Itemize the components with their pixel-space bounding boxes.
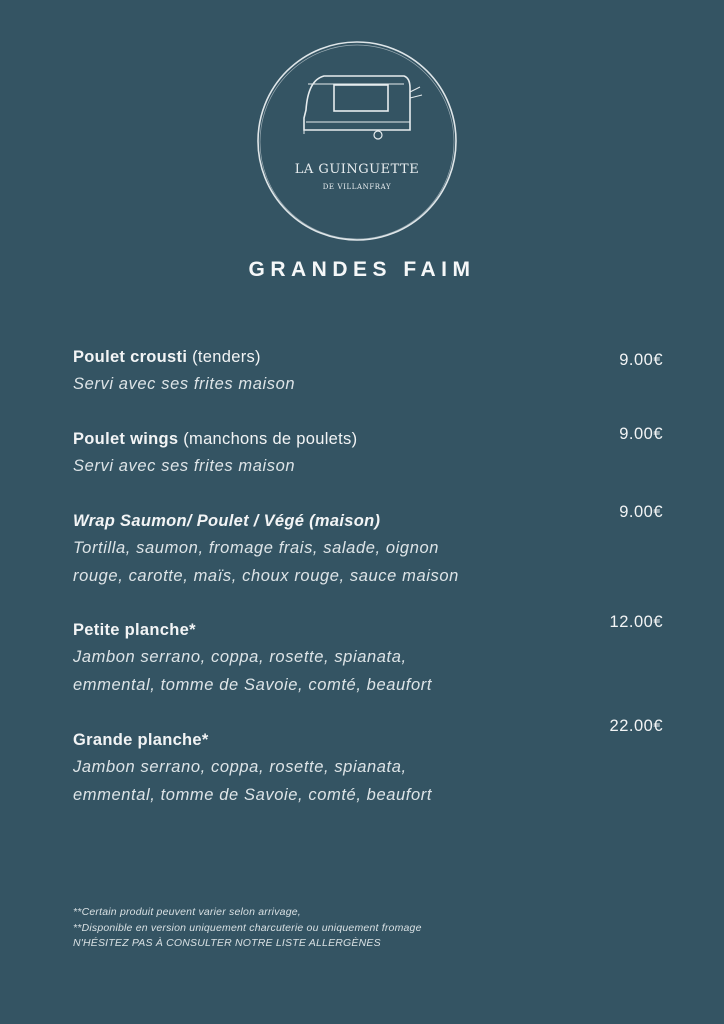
item-price: 9.00€ <box>619 503 663 521</box>
menu-item <box>73 426 673 480</box>
item-price: 22.00€ <box>609 717 663 735</box>
item-price: 9.00€ <box>619 351 663 369</box>
item-name: Grande planche* <box>73 731 209 749</box>
item-name: Wrap Saumon/ Poulet / Végé (maison) <box>73 512 381 530</box>
item-description: Servi avec ses frites maison <box>73 375 296 393</box>
item-description: Jambon serrano, coppa, rosette, spianata, <box>73 648 407 666</box>
logo <box>254 38 460 244</box>
item-note: (tenders) <box>187 348 261 366</box>
footer-line: **Certain produit peuvent varier selon arrivage, <box>73 906 301 918</box>
item-name: Poulet crousti (tenders) <box>73 348 261 366</box>
item-description: Servi avec ses frites maison <box>73 457 296 475</box>
item-description: rouge, carotte, maïs, choux rouge, sauce maison <box>73 567 459 585</box>
item-description: Tortilla, saumon, fromage frais, salade, oignon <box>73 539 440 557</box>
caravan-icon <box>254 38 460 244</box>
item-description: Jambon serrano, coppa, rosette, spianata, <box>73 758 407 776</box>
logo-title: LA GUINGUETTE <box>294 162 420 177</box>
logo-subtitle: DE VILLANFRAY <box>322 183 392 191</box>
item-name: Petite planche* <box>73 621 196 639</box>
section-title: GRANDES FAIM <box>248 258 476 281</box>
menu-item <box>73 617 673 699</box>
item-price: 9.00€ <box>619 425 663 443</box>
item-price: 12.00€ <box>609 613 663 631</box>
menu-item <box>73 727 673 809</box>
menu-item <box>73 508 673 590</box>
footer-line: N'HÉSITEZ PAS À CONSULTER NOTRE LISTE ALLERGÈNES <box>73 937 381 949</box>
item-description: emmental, tomme de Savoie, comté, beaufort <box>73 786 433 804</box>
footer-line: **Disponible en version uniquement charcuterie ou uniquement fromage <box>73 921 422 934</box>
footer-notes <box>73 905 422 952</box>
item-note: (manchons de poulets) <box>178 430 358 448</box>
item-name: Poulet wings (manchons de poulets) <box>73 430 358 448</box>
menu-item <box>73 344 673 398</box>
item-description: emmental, tomme de Savoie, comté, beaufort <box>73 676 433 694</box>
